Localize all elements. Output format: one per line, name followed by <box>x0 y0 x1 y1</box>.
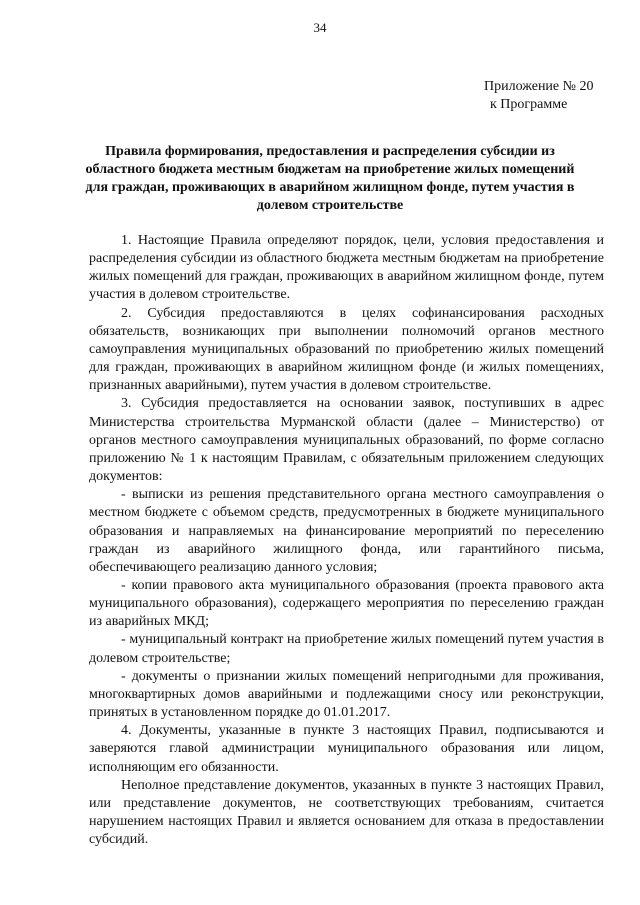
paragraph-incomplete: Неполное представление документов, указанных в пункте 3 настоящих Правил, или представление документов, не соответствующих требованиям, считается нарушением настоящих Правил и является основанием для отказа в предоставлении субсидий. <box>89 777 604 848</box>
appendix-reference <box>484 78 594 114</box>
document-body <box>89 232 604 849</box>
appendix-line-1: Приложение № 20 <box>484 79 594 94</box>
list-item-documents: - документы о признании жилых помещений непригодными для проживания, многоквартирных домов аварийными и подлежащими сносу или реконструкции, принятых в установленном порядке до 01.01.2017. <box>89 668 604 721</box>
list-item-contract: - муниципальный контракт на приобретение жилых помещений путем участия в долевом строительстве; <box>89 632 604 666</box>
page-number: 34 <box>313 20 327 35</box>
paragraph-3: 3. Субсидия предоставляется на основании заявок, поступивших в адрес Министерства строительства Мурманской области (далее – Министерство) от органов местного самоуправления муниципальных образований, по форме согласно приложению № 1 к настоящим Правилам, с обязательным приложением следующих документов: <box>89 396 604 485</box>
paragraph-4: 4. Документы, указанные в пункте 3 настоящих Правил, подписываются и заверяются главой администрации муниципального образования или лицом, исполняющим его обязанности. <box>89 723 604 775</box>
appendix-line-2: к Программе <box>490 97 568 112</box>
paragraph-1: 1. Настоящие Правила определяют порядок, цели, условия предоставления и распределения субсидии из областного бюджета местным бюджетам на приобретение жилых помещений для граждан, проживающих в аварийном жилищном фонде, путем участия в долевом строительстве. <box>89 233 604 303</box>
list-item-legal-act: - копии правового акта муниципального образования (проекта правового акта муниципального образования), содержащего мероприятия по переселению граждан из аварийных МКД; <box>89 577 604 630</box>
paragraph-2: 2. Субсидия предоставляются в целях софинансирования расходных обязательств, возникающих при выполнении полномочий органов местного самоуправления муниципальных образований по приобретению жилых помещений для граждан, проживающих в аварийном жилищном фонде (и жилых помещениях, признанных аварийными), путем участия в долевом строительстве. <box>89 305 604 394</box>
list-item-extract: - выписки из решения представительного органа местного самоуправления о местном бюджете с объемом средств, предусмотренных в бюджете муниципального образования и направляемых на финансирование мероприятий по переселению граждан из аварийного жилищного фонда, или гарантийного письма, обеспечивающего реализацию данного условия; <box>89 487 604 575</box>
document-title: Правила формирования, предоставления и распределения субсидии из областного бюджета местным бюджетам на приобретение жилых помещений для граждан, проживающих в аварийном жилищном фонде, путем участия в долевом строительстве <box>85 144 575 213</box>
